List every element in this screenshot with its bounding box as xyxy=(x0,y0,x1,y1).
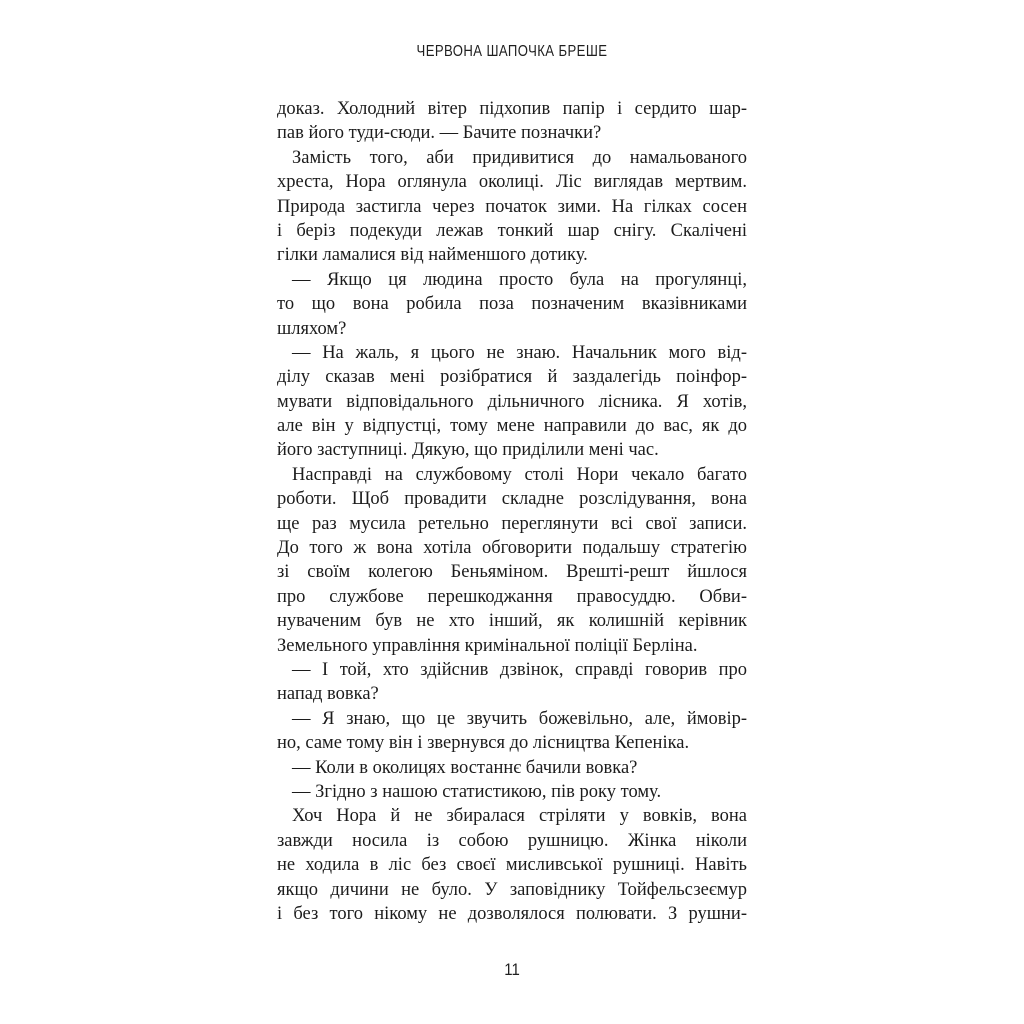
text-line: і без того нікому не дозволялося полювати. З рушни- xyxy=(277,903,747,924)
text-line: Насправді на службовому столі Нори чекало багато xyxy=(292,464,747,485)
running-title: ЧЕРВОНА ШАПОЧКА БРЕШЕ xyxy=(416,43,608,60)
text-block xyxy=(277,97,747,926)
text-line: не ходила в ліс без своєї мисливської рушниці. Навіть xyxy=(277,855,747,876)
text-line: — Коли в околицях востаннє бачили вовка? xyxy=(292,757,638,778)
text-line: зі своїм колегою Беньяміном. Врешті-решт йшлося xyxy=(277,562,747,583)
text-line: ділу сказав мені розібратися й заздалегідь поінфор- xyxy=(277,367,747,388)
paragraph xyxy=(277,756,747,780)
text-line: ще раз мусила ретельно переглянути всі свої записи. xyxy=(277,513,747,534)
text-line: і беріз подекуди лежав тонкий шар снігу. Скалічені xyxy=(277,220,747,241)
text-line: Природа застигла через початок зими. На гілках сосен xyxy=(277,196,747,217)
text-line: то що вона робила поза позначеним вказівниками xyxy=(277,294,747,315)
text-line: До того ж вона хотіла обговорити подальшу стратегію xyxy=(277,538,747,559)
text-line: — Якщо ця людина просто була на прогулянці, xyxy=(292,269,747,290)
paragraph xyxy=(277,780,747,804)
text-line: хреста, Нора оглянула околиці. Ліс виглядав мертвим. xyxy=(277,172,747,193)
text-line: гілки ламалися від найменшого дотику. xyxy=(277,245,588,266)
text-line: його заступниці. Дякую, що приділили мені час. xyxy=(277,440,659,461)
text-line: але він у відпустці, тому мене направили до вас, як до xyxy=(277,416,747,437)
text-line: — І той, хто здійснив дзвінок, справді говорив про xyxy=(292,659,747,680)
text-line: нуваченим був не хто інший, як колишній керівник xyxy=(277,611,747,632)
paragraph xyxy=(277,658,747,707)
text-line: — На жаль, я цього не знаю. Начальник мого від- xyxy=(292,342,747,363)
text-line: мувати відповідального дільничного лісника. Я хотів, xyxy=(277,391,747,412)
paragraph xyxy=(277,341,747,463)
text-line: роботи. Щоб провадити складне розслідування, вона xyxy=(277,489,747,510)
text-line: — Згідно з нашою статистикою, пів року тому. xyxy=(292,781,662,802)
text-line: Земельного управління кримінальної поліції Берліна. xyxy=(277,635,698,656)
text-line: — Я знаю, що це звучить божевільно, але, ймовір- xyxy=(292,708,747,729)
paragraph xyxy=(277,804,747,926)
text-line: про службове перешкоджання правосуддю. Обви- xyxy=(277,586,747,607)
paragraph xyxy=(277,146,747,268)
text-line: доказ. Холодний вітер підхопив папір і сердито шар- xyxy=(277,99,747,119)
text-line: пав його туди-сюди. — Бачите позначки? xyxy=(277,123,602,144)
text-line: но, саме тому він і звернувся до лісництва Кепеніка. xyxy=(277,733,690,754)
text-line: Хоч Нора й не збиралася стріляти у вовків, вона xyxy=(292,806,747,827)
text-line: напад вовка? xyxy=(277,684,379,705)
paragraph xyxy=(277,707,747,756)
text-line: якщо дичини не було. У заповіднику Тойфельсзеємур xyxy=(277,879,747,900)
paragraph xyxy=(277,268,747,341)
text-line: Замість того, аби придивитися до намальованого xyxy=(292,147,747,168)
paragraph xyxy=(277,463,747,658)
paragraph xyxy=(277,97,747,146)
text-line: шляхом? xyxy=(277,318,347,339)
text-line: завжди носила із собою рушницю. Жінка ніколи xyxy=(277,830,747,851)
page-number: 11 xyxy=(504,960,520,979)
